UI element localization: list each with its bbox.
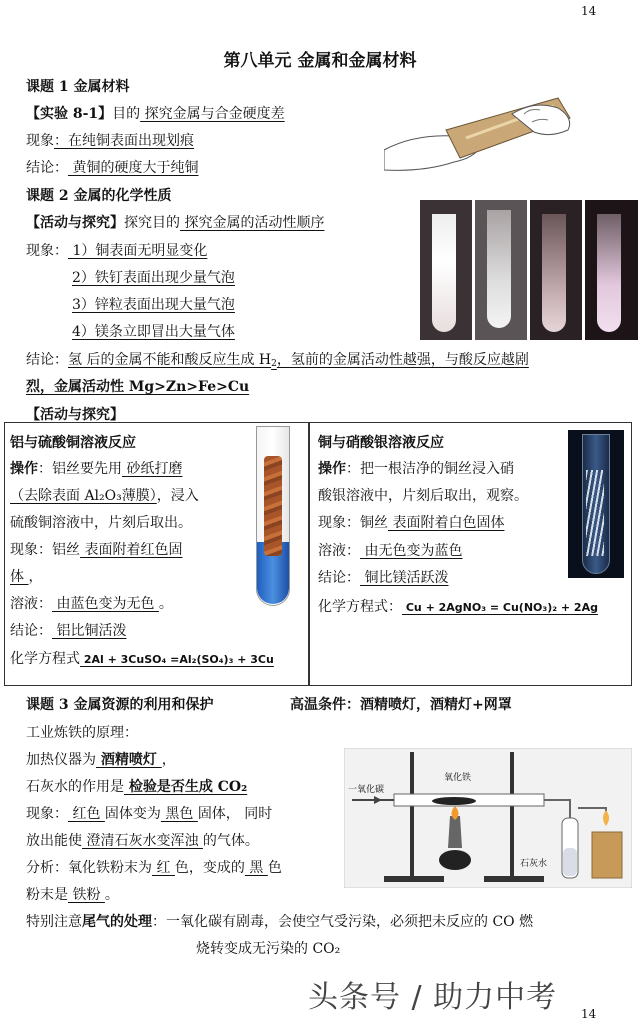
lesson3-phenomenon-1: 现象： 红色 固体变为 黑色 固体， 同时 <box>26 806 273 822</box>
hardness-scratch-image <box>384 92 584 172</box>
lesson1-phenomenon: 现象：在纯铜表面出现划痕 <box>26 133 194 149</box>
copper-silver-tube-image <box>568 430 624 578</box>
left-box-operation-1: 操作：铝丝要先用 砂纸打磨 <box>10 461 183 477</box>
lesson2-item-zinc: 3）锌粒表面出现大量气泡 <box>72 297 235 313</box>
lesson1-conclusion: 结论： 黄铜的硬度大于纯铜 <box>26 160 199 176</box>
lesson3-note-line2: 烧转变成无污染的 CO₂ <box>196 941 341 957</box>
aluminum-tube-image <box>250 426 298 606</box>
lesson3-note: 特别注意尾气的处理：一氧化碳有剧毒，会使空气受污染，必须把未反应的 CO 燃 <box>26 914 534 930</box>
lesson2-activity: 【活动与探究】探究目的 探究金属的活动性顺序 <box>26 215 325 231</box>
left-box-operation-2: （去除表面 Al₂O₃薄膜），浸入 <box>10 488 199 504</box>
left-box-phenomenon-1: 现象：铝丝 表面附着红色固 <box>10 542 183 558</box>
left-box-title: 铝与硫酸铜溶液反应 <box>10 435 136 451</box>
activity2-label: 【活动与探究】 <box>26 407 124 423</box>
lesson3-analysis-1: 分析：氧化铁粉末为 红 色，变成的 黑 色 <box>26 860 282 876</box>
lesson3-principle: 工业炼铁的原理： <box>26 725 138 741</box>
watermark: 头条号 / 助力中考 <box>308 980 558 1015</box>
right-box-title: 铜与硝酸银溶液反应 <box>318 435 444 451</box>
right-box-operation-1: 操作：把一根洁净的铜丝浸入硝 <box>318 461 514 477</box>
lesson2-phenomenon: 现象： 1）铜表面无明显变化 <box>26 243 208 259</box>
lesson2-conclusion-line2: 烈，金属活动性 Mg>Zn>Fe>Cu <box>26 379 250 395</box>
lesson3-heating: 加热仪器为 酒精喷灯 ， <box>26 752 176 768</box>
right-box-operation-2: 酸银溶液中，片刻后取出，观察。 <box>318 488 528 504</box>
lesson3-phenomenon-2: 放出能使 澄清石灰水变浑浊 的气体。 <box>26 833 259 849</box>
left-box-solution: 溶液： 由蓝色变为无色 。 <box>10 596 173 612</box>
lesson3-heading-row: 课题 3 金属资源的利用和保护 <box>26 697 214 713</box>
left-box-conclusion: 结论： 铝比铜活泼 <box>10 623 127 639</box>
diagram-label-fe2o3: 氧化铁 <box>444 773 472 783</box>
iron-smelting-apparatus-diagram <box>344 748 632 888</box>
lesson3-limewater: 石灰水的作用是 检验是否生成 CO₂ <box>26 779 248 795</box>
metal-acid-tubes-photo <box>420 200 638 340</box>
right-box-phenomenon: 现象：铜丝 表面附着白色固体 <box>318 515 505 531</box>
lesson2-conclusion-line1: 结论：氢 后的金属不能和酸反应生成 H2，氢前的金属活动性越强，与酸反应越剧 <box>26 352 529 369</box>
diagram-label-limewater: 石灰水 <box>520 859 548 869</box>
lesson2-item-magnesium: 4）镁条立即冒出大量气体 <box>72 324 235 340</box>
diagram-label-co: 一氧化碳 <box>348 785 385 795</box>
right-box-solution: 溶液： 由无色变为蓝色 <box>318 543 463 559</box>
page-title: 第八单元 金属和金属材料 <box>223 51 417 71</box>
lesson2-heading: 课题 2 金属的化学性质 <box>26 188 172 204</box>
left-box-operation-3: 硫酸铜溶液中，片刻后取出。 <box>10 515 192 531</box>
left-box-phenomenon-2: 体 ， <box>10 569 43 585</box>
left-box-equation: 化学方程式 2Al + 3CuSO₄ =Al₂(SO₄)₃ + 3Cu <box>10 651 274 667</box>
lesson2-item-iron: 2）铁钉表面出现少量气泡 <box>72 270 235 286</box>
right-box-equation: 化学方程式： Cu + 2AgNO₃ = Cu(NO₃)₂ + 2Ag <box>318 599 598 615</box>
lesson3-analysis-2: 粉末是 铁粉 。 <box>26 887 119 903</box>
right-box-conclusion: 结论： 铜比镁活跃泼 <box>318 570 449 586</box>
lesson3-temperature-condition: 高温条件：酒精喷灯，酒精灯+网罩 <box>290 697 512 713</box>
page-number-top: 14 <box>581 4 597 18</box>
lesson1-heading: 课题 1 金属材料 <box>26 79 130 95</box>
page-number-bottom: 14 <box>581 1007 597 1021</box>
lesson1-experiment: 【实验 8-1】目的 探究金属与合金硬度差 <box>26 106 285 122</box>
